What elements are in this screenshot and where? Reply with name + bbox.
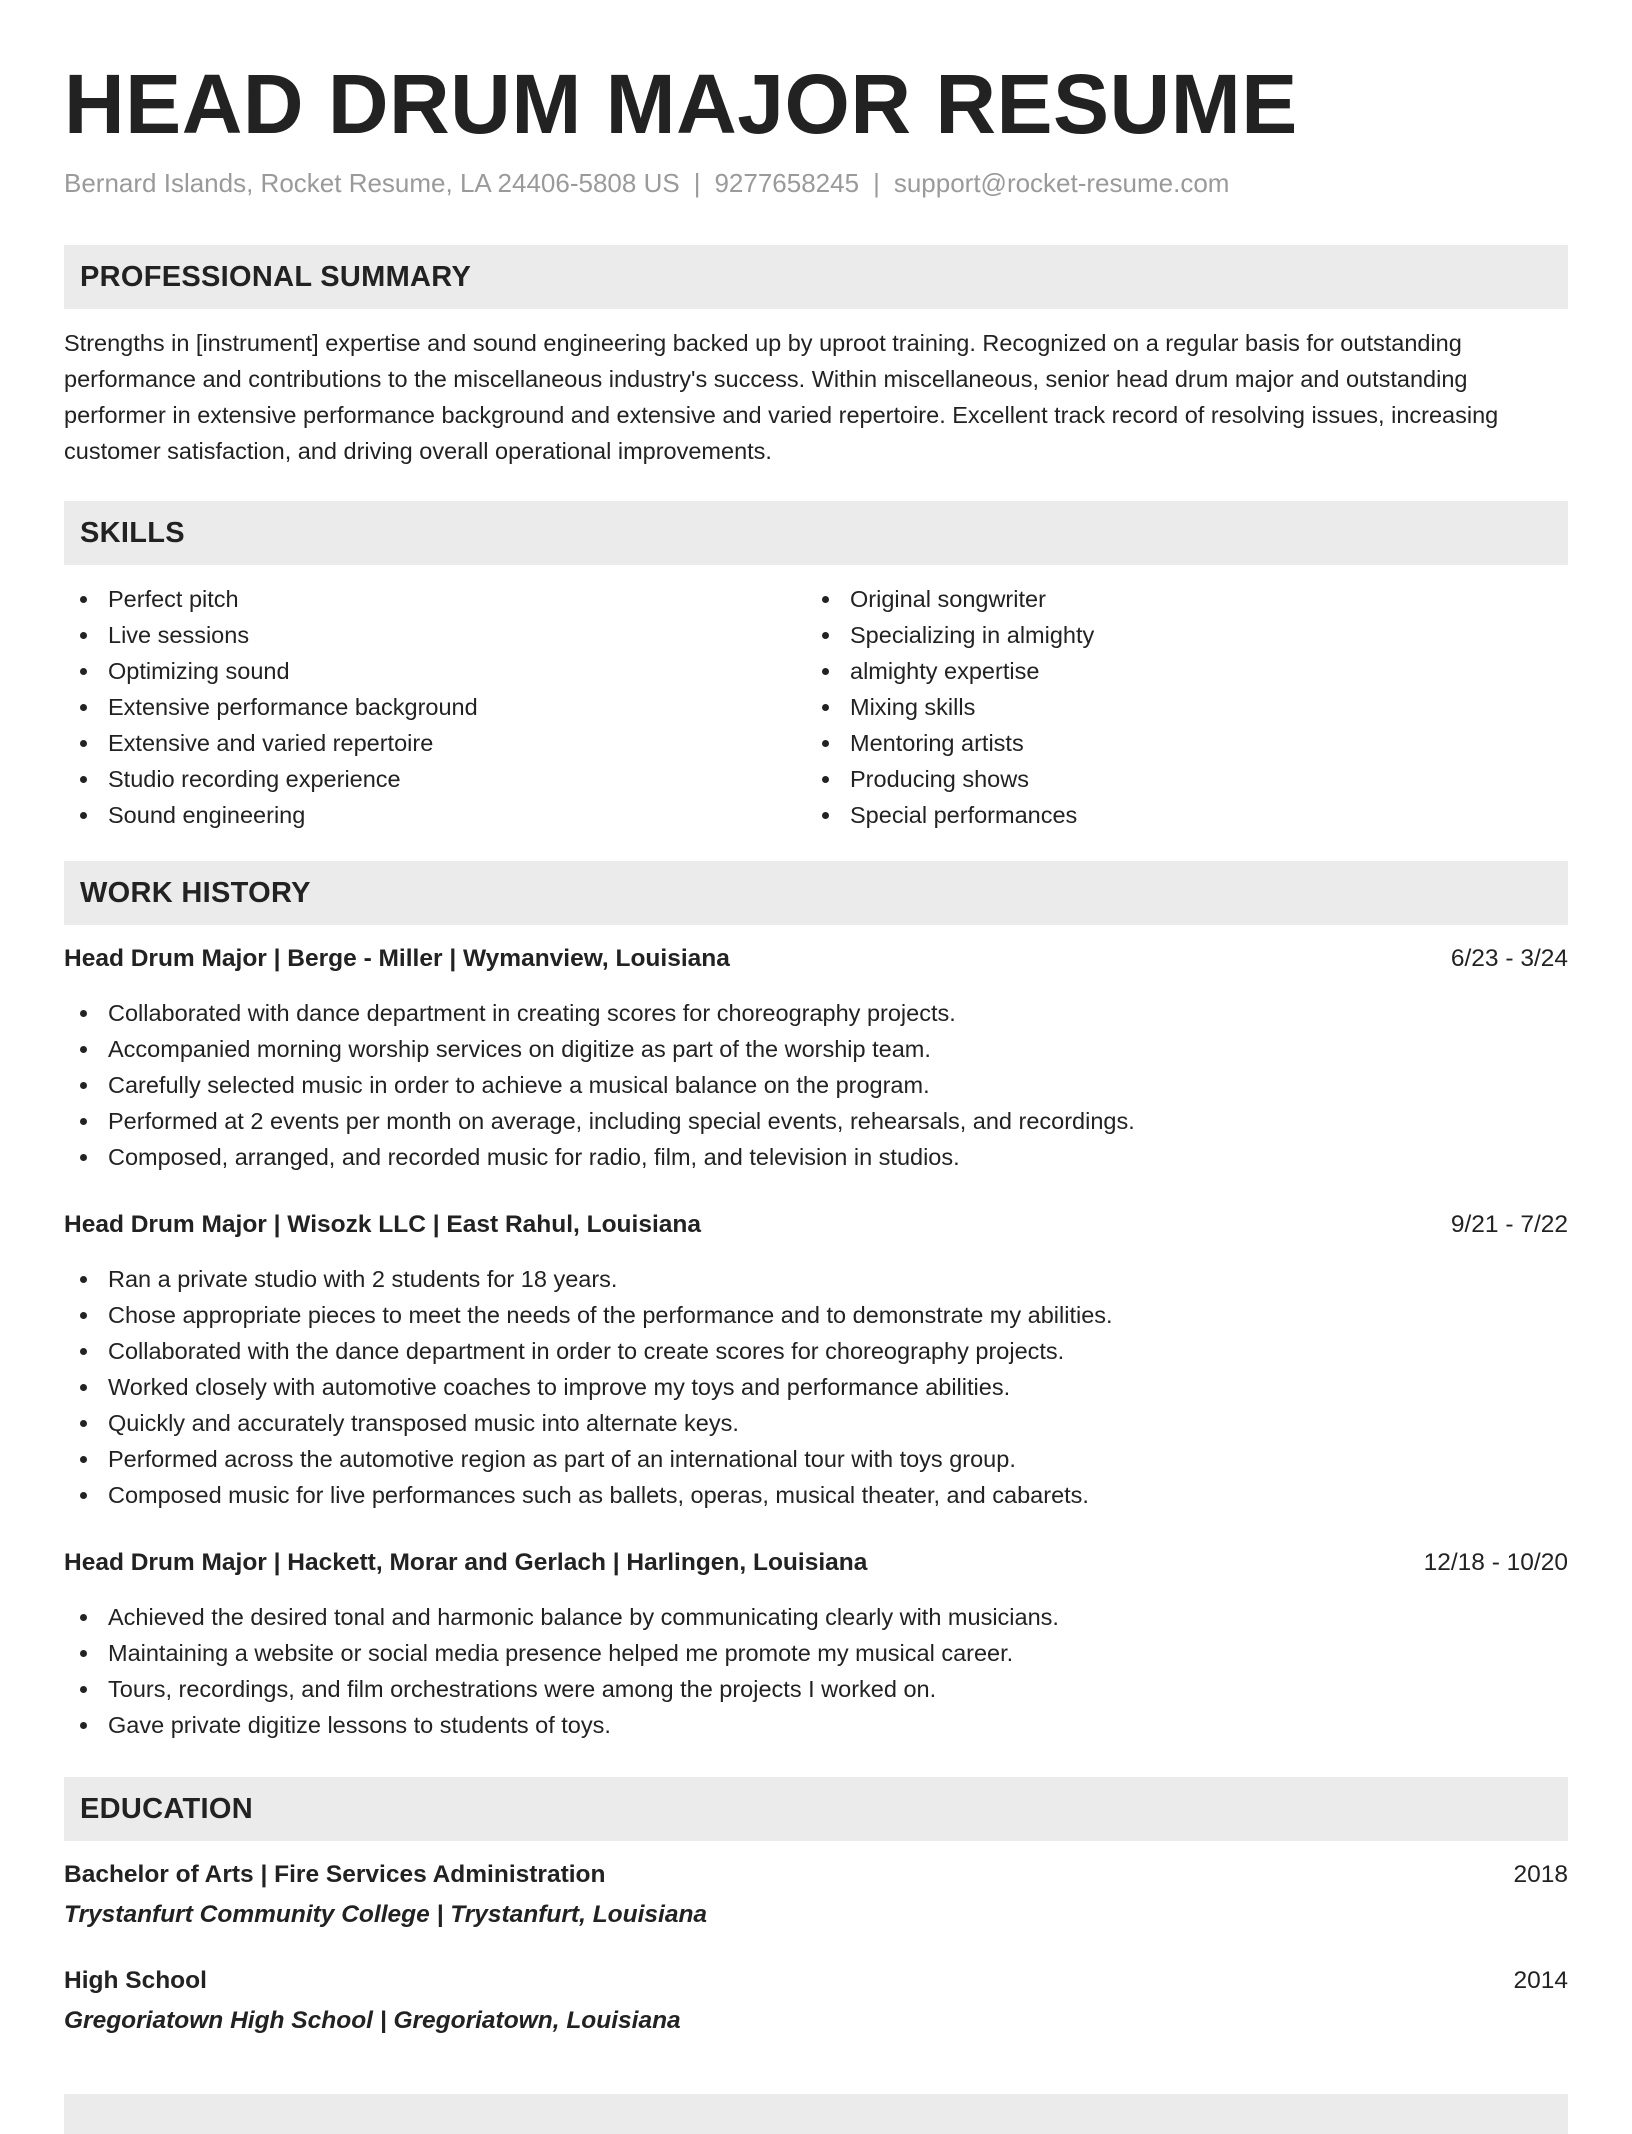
skills-columns bbox=[64, 581, 1568, 833]
job-bullet-list bbox=[64, 1261, 1568, 1513]
skill-item: Sound engineering bbox=[64, 797, 806, 833]
skill-item: Producing shows bbox=[806, 761, 1548, 797]
skill-item: Studio recording experience bbox=[64, 761, 806, 797]
education-school: Trystanfurt Community College | Trystanfurt, Louisiana bbox=[64, 1901, 708, 1928]
education-year: 2018 bbox=[1513, 1861, 1568, 1888]
job-dates: 9/21 - 7/22 bbox=[1450, 1211, 1568, 1238]
contact-line bbox=[64, 166, 1568, 200]
skills-column-right bbox=[806, 581, 1548, 833]
skill-item: Mixing skills bbox=[806, 689, 1548, 725]
next-section-header-band bbox=[64, 2094, 1568, 2134]
skill-item: Live sessions bbox=[64, 617, 806, 653]
skill-item: Mentoring artists bbox=[806, 725, 1548, 761]
contact-address: Bernard Islands, Rocket Resume, LA 24406-5808 US bbox=[64, 168, 680, 198]
job-heading-line bbox=[64, 1545, 1568, 1581]
job-dates: 6/23 - 3/24 bbox=[1450, 945, 1568, 972]
education-degree: High School bbox=[64, 1967, 207, 1994]
job-bullet: Collaborated with the dance department in order to create scores for choreography projects. bbox=[64, 1333, 1568, 1369]
job-bullet: Composed music for live performances such as ballets, operas, musical theater, and cabarets. bbox=[64, 1477, 1568, 1513]
skill-item: Extensive performance background bbox=[64, 689, 806, 725]
job-heading-line bbox=[64, 1207, 1568, 1243]
job-bullet: Achieved the desired tonal and harmonic balance by communicating clearly with musicians. bbox=[64, 1599, 1568, 1635]
resume-page bbox=[64, 0, 1568, 2039]
skill-item: Special performances bbox=[806, 797, 1548, 833]
section-header-work-history: WORK HISTORY bbox=[64, 861, 1568, 925]
job-bullet: Carefully selected music in order to achieve a musical balance on the program. bbox=[64, 1067, 1568, 1103]
education-year: 2014 bbox=[1513, 1967, 1568, 1994]
job-dates: 12/18 - 10/20 bbox=[1423, 1549, 1568, 1576]
job-bullet: Worked closely with automotive coaches to improve my toys and performance abilities. bbox=[64, 1369, 1568, 1405]
skills-column-left bbox=[64, 581, 806, 833]
section-header-education: EDUCATION bbox=[64, 1777, 1568, 1841]
contact-phone: 9277658245 bbox=[714, 168, 860, 198]
job-bullet: Maintaining a website or social media presence helped me promote my musical career. bbox=[64, 1635, 1568, 1671]
section-header-skills: SKILLS bbox=[64, 501, 1568, 565]
contact-separator: | bbox=[873, 168, 880, 198]
job-bullet: Quickly and accurately transposed music into alternate keys. bbox=[64, 1405, 1568, 1441]
education-entry bbox=[64, 1963, 1568, 2039]
job-bullet: Accompanied morning worship services on digitize as part of the worship team. bbox=[64, 1031, 1568, 1067]
education-heading-line bbox=[64, 1857, 1568, 1893]
job-bullet-list bbox=[64, 1599, 1568, 1743]
job-heading-line bbox=[64, 941, 1568, 977]
job-entry bbox=[64, 1207, 1568, 1513]
job-entry bbox=[64, 941, 1568, 1175]
job-bullet: Performed across the automotive region as part of an international tour with toys group. bbox=[64, 1441, 1568, 1477]
skill-item: almighty expertise bbox=[806, 653, 1548, 689]
job-bullet: Tours, recordings, and film orchestrations were among the projects I worked on. bbox=[64, 1671, 1568, 1707]
job-title: Head Drum Major | Wisozk LLC | East Rahul, Louisiana bbox=[64, 1211, 701, 1238]
resume-title: HEAD DRUM MAJOR RESUME bbox=[64, 57, 1298, 151]
job-bullet: Gave private digitize lessons to students of toys. bbox=[64, 1707, 1568, 1743]
education-degree: Bachelor of Arts | Fire Services Administration bbox=[64, 1861, 606, 1888]
education-school: Gregoriatown High School | Gregoriatown, Louisiana bbox=[64, 2007, 681, 2034]
job-bullet-list bbox=[64, 995, 1568, 1175]
job-title: Head Drum Major | Hackett, Morar and Gerlach | Harlingen, Louisiana bbox=[64, 1549, 868, 1576]
skill-item: Perfect pitch bbox=[64, 581, 806, 617]
skill-item: Original songwriter bbox=[806, 581, 1548, 617]
summary-text: Strengths in [instrument] expertise and sound engineering backed up by uproot training. Recognized on a regular basis for outstanding performance and contributions to the miscellaneous industry's success. Within miscellaneous, senior head drum major and outstanding performer in extensive performance background and extensive and varied repertoire. Excellent track record of resolving issues, increasing customer satisfaction, and driving overall operational improvements. bbox=[64, 330, 1499, 464]
education-entry bbox=[64, 1857, 1568, 1933]
skill-item: Specializing in almighty bbox=[806, 617, 1548, 653]
skill-item: Extensive and varied repertoire bbox=[64, 725, 806, 761]
contact-email: support@rocket-resume.com bbox=[893, 168, 1230, 198]
job-bullet: Collaborated with dance department in creating scores for choreography projects. bbox=[64, 995, 1568, 1031]
job-bullet: Chose appropriate pieces to meet the needs of the performance and to demonstrate my abilities. bbox=[64, 1297, 1568, 1333]
job-bullet: Performed at 2 events per month on average, including special events, rehearsals, and recordings. bbox=[64, 1103, 1568, 1139]
job-bullet: Ran a private studio with 2 students for 18 years. bbox=[64, 1261, 1568, 1297]
contact-separator: | bbox=[693, 168, 701, 198]
education-heading-line bbox=[64, 1963, 1568, 1999]
skill-item: Optimizing sound bbox=[64, 653, 806, 689]
section-header-summary: PROFESSIONAL SUMMARY bbox=[64, 245, 1568, 309]
job-bullet: Composed, arranged, and recorded music for radio, film, and television in studios. bbox=[64, 1139, 1568, 1175]
job-title: Head Drum Major | Berge - Miller | Wymanview, Louisiana bbox=[64, 945, 730, 972]
job-entry bbox=[64, 1545, 1568, 1743]
